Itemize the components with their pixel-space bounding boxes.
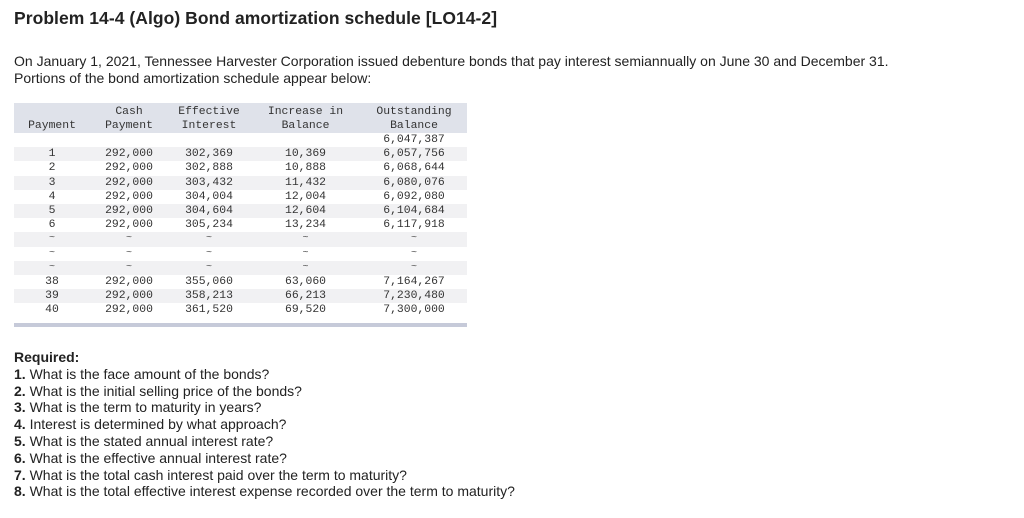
column-header-increase-in-balance: Increase in Balance [267, 106, 344, 132]
bond-amortization-table [14, 103, 467, 318]
table-row: 39 292,000 358,213 66,213 7,230,480 [14, 289, 467, 303]
table-bottom-border [14, 323, 467, 327]
question-8: 8. What is the total effective interest expense recorded over the term to maturity? [14, 483, 515, 500]
required-section [14, 349, 515, 500]
question-5: 5. What is the stated annual interest rate? [14, 432, 274, 449]
table-row: 6 292,000 305,234 13,234 6,117,918 [48, 219, 445, 232]
problem-intro: On January 1, 2021, Tennessee Harvester Corporation issued debenture bonds that pay interest semiannually on June 30 and December 31. Portions of the bond amortization schedule appear below: [14, 53, 889, 86]
table-row: 5 292,000 304,604 12,604 6,104,684 [14, 204, 467, 218]
ellipsis-row: ~ ~ ~ ~ ~ [14, 261, 467, 275]
table-row: 3 292,000 303,432 11,432 6,080,076 [14, 176, 467, 190]
required-heading: Required: [14, 349, 80, 365]
table-row: 38 292,000 355,060 63,060 7,164,267 [45, 276, 445, 289]
question-2: 2. What is the initial selling price of the bonds? [14, 382, 302, 399]
ellipsis-row: ~ ~ ~ ~ ~ [48, 247, 417, 259]
question-1: 1. What is the face amount of the bonds? [14, 365, 270, 382]
page-title: Problem 14-4 (Algo) Bond amortization schedule [LO14-2] [14, 8, 498, 28]
initial-balance-row [14, 133, 467, 147]
table-header-row [14, 103, 467, 133]
table-row: 1 292,000 302,369 10,369 6,057,756 [14, 147, 467, 161]
table-row: 4 292,000 304,004 12,004 6,092,080 [48, 190, 445, 203]
table-row: 40 292,000 361,520 69,520 7,300,000 [45, 304, 445, 317]
ellipsis-row: ~ ~ ~ ~ ~ [14, 232, 467, 246]
table-row: 2 292,000 302,888 10,888 6,068,644 [48, 162, 445, 175]
column-header-effective-interest: Effective Interest [178, 106, 240, 132]
question-7: 7. What is the total cash interest paid over the term to maturity? [14, 466, 407, 483]
column-header-payment: Payment [28, 120, 76, 132]
question-3: 3. What is the term to maturity in years? [14, 399, 262, 416]
initial-balance: 6,047,387 [383, 134, 445, 146]
column-header-cash-payment: Cash Payment [105, 106, 153, 132]
column-header-outstanding-balance: Outstanding Balance [376, 106, 452, 132]
question-4: 4. Interest is determined by what approach? [14, 416, 287, 433]
question-6: 6. What is the effective annual interest rate? [14, 449, 287, 466]
